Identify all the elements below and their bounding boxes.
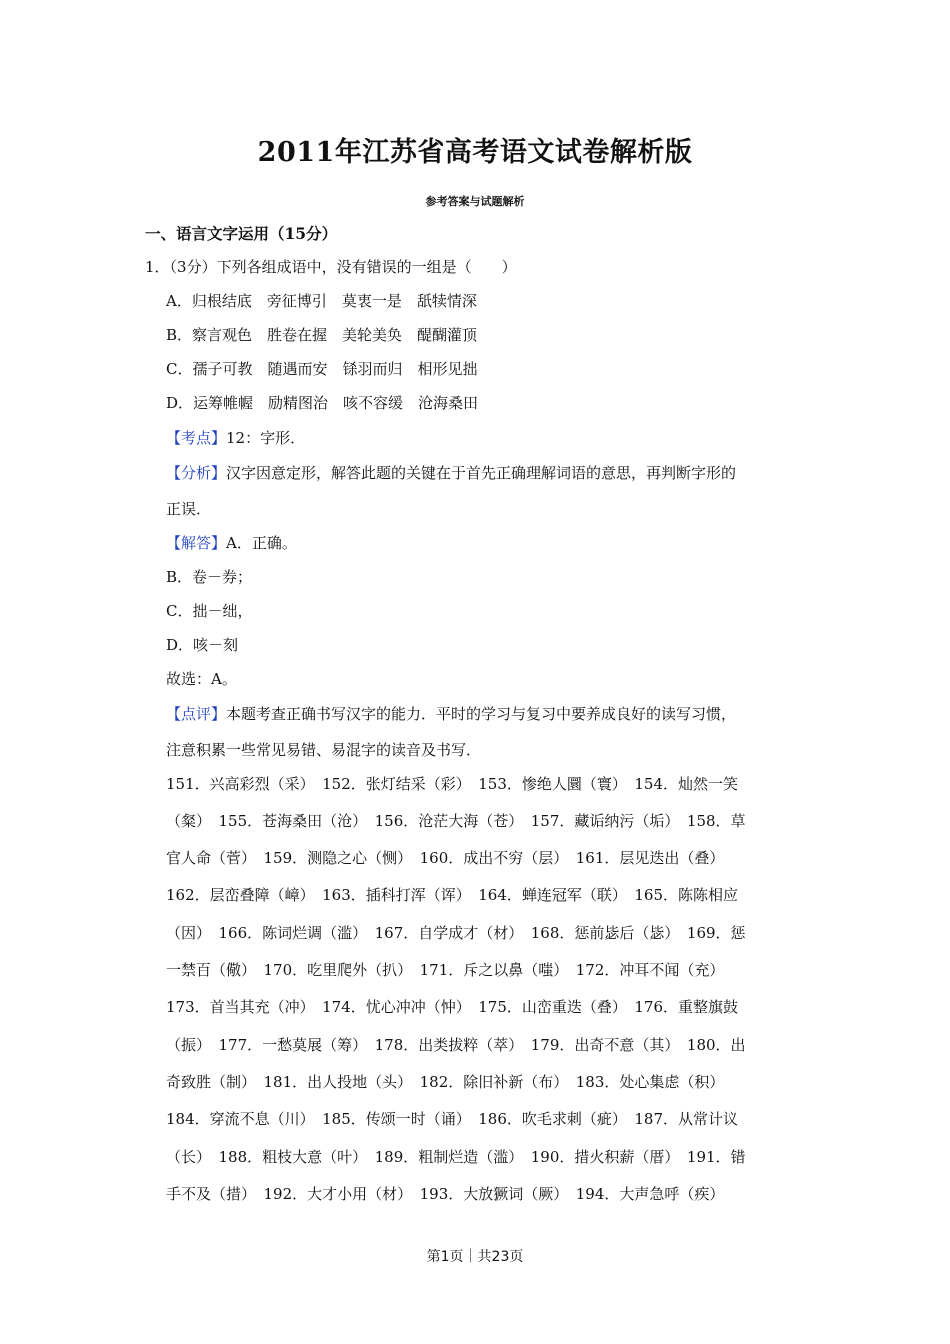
idiom-list-line: 184．穿流不息（川） 185．传颂一时（诵） 186．吹毛求刺（疵） 187．从常计议	[166, 1110, 739, 1128]
dianping-line-2: 注意积累一些常见易错、易混字的读音及书写．	[166, 741, 482, 759]
jieda-answer: 故选：A。	[166, 670, 237, 688]
idiom-list-line: 奇致胜（制） 181．出人投地（头） 182．除旧补新（布） 183．处心集虑（积）	[166, 1073, 725, 1091]
jieda-c: C．拙－绌，	[166, 602, 253, 620]
jieda-line	[166, 533, 297, 553]
fenxi-line-1	[166, 463, 736, 483]
document-title: 2011年江苏省高考语文试卷解析版	[257, 137, 693, 168]
idiom-list-line: 官人命（菅） 159．测隐之心（恻） 160．成出不穷（层） 161．层见迭出（叠）	[166, 849, 725, 867]
dianping-text-1: 本题考查正确书写汉字的能力．平时的学习与复习中要养成良好的读写习惯，	[226, 705, 737, 723]
kaodian-tag: 【考点】	[166, 429, 227, 447]
option-d: D．运筹帷幄 励精图治 咳不容缓 沧海桑田	[166, 394, 479, 412]
option-c: C．孺子可教 随遇而安 铩羽而归 相形见拙	[166, 360, 478, 378]
idiom-list-line: （因） 166．陈词烂调（滥） 167．自学成才（材） 168．惩前毖后（毖） 169．惩	[166, 924, 746, 942]
document-subtitle: 参考答案与试题解析	[425, 195, 525, 208]
idiom-list-line: 一禁百（儆） 170．吃里爬外（扒） 171．斥之以鼻（嗤） 172．冲耳不闻（充）	[166, 961, 725, 979]
dianping-line-1	[166, 704, 736, 724]
fenxi-tag: 【分析】	[166, 464, 227, 482]
jieda-tag: 【解答】	[166, 534, 227, 552]
idiom-list-line: 手不及（措） 192．大才小用（材） 193．大放獗词（厥） 194．大声急呼（疾）	[166, 1185, 725, 1203]
idiom-list-line: （振） 177．一愁莫展（筹） 178．出类拔粹（萃） 179．出奇不意（其） 180．出	[166, 1036, 746, 1054]
option-b: B．察言观色 胜卷在握 美轮美奂 醍醐灌顶	[166, 326, 478, 344]
idiom-list-line: 151．兴高彩烈（采） 152．张灯结采（彩） 153．惨绝人圜（寰） 154．灿然一笑	[166, 775, 739, 793]
kaodian-text: 12：字形．	[226, 429, 306, 447]
fenxi-text-1: 汉字因意定形，解答此题的关键在于首先正确理解词语的意思，再判断字形的	[226, 464, 737, 482]
jieda-b: B．卷－券；	[166, 568, 253, 586]
jieda-text: A．正确。	[226, 534, 297, 552]
idiom-list-line: （长） 188．粗枝大意（叶） 189．粗制烂造（滥） 190．措火积薪（厝） 191．错	[166, 1148, 746, 1166]
jieda-d: D．咳－刻	[166, 636, 239, 654]
question-stem: 1．（3分）下列各组成语中，没有错误的一组是（ ）	[145, 258, 517, 276]
fenxi-line-2: 正误．	[166, 500, 212, 518]
section-heading: 一、语言文字运用（15分）	[145, 224, 338, 243]
idiom-list-line: 173．首当其充（冲） 174．忧心冲冲（忡） 175．山峦重迭（叠） 176．重整旗鼓	[166, 998, 739, 1016]
option-a: A．归根结底 旁征博引 莫衷一是 舐犊情深	[166, 292, 477, 310]
kaodian-line	[166, 428, 305, 448]
idiom-list-line: 162．层峦叠障（嶂） 163．插科打浑（诨） 164．蝉连冠军（联） 165．陈陈相应	[166, 886, 739, 904]
idiom-list-line: （粲） 155．苍海桑田（沧） 156．沧茫大海（苍） 157．藏诟纳污（垢） 158．草	[166, 812, 746, 830]
page-footer: 第1页｜共23页	[426, 1249, 524, 1265]
dianping-tag: 【点评】	[166, 705, 227, 723]
